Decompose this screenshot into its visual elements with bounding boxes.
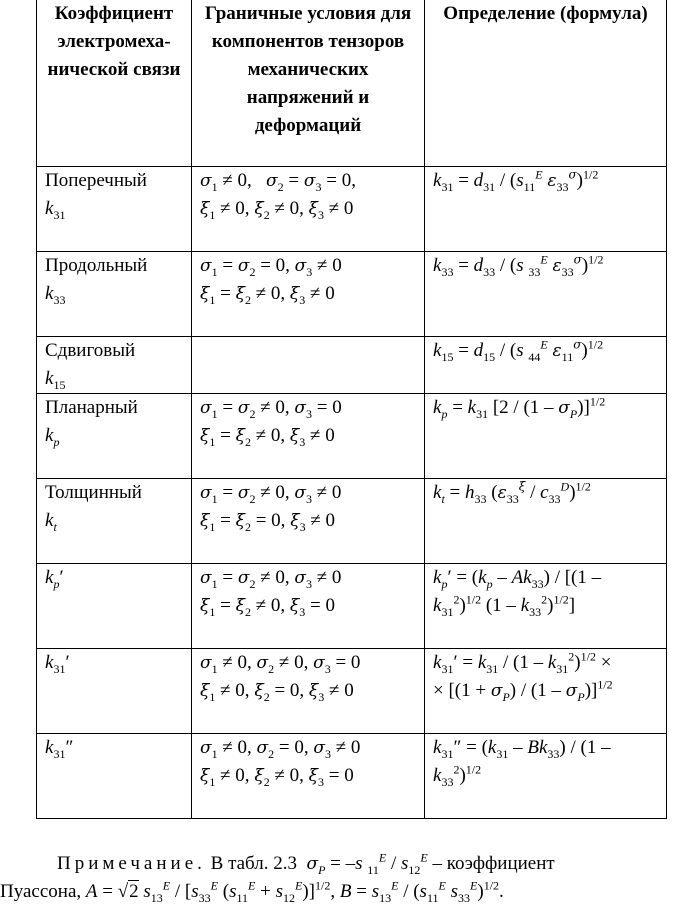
note-text: В табл. 2.3 xyxy=(210,853,297,874)
table-header-row xyxy=(37,0,667,166)
note-text: – коэффициент xyxy=(432,853,555,874)
table-row xyxy=(37,251,667,336)
formula-cell: $k_{31} = d_{31} / (s_{11}^E$ $\varepsilon_{33}^\sigma)^{1/2}$ xyxy=(425,166,667,251)
conditions-cell: $\sigma_1 = \sigma_2 \ne 0$, $\sigma_3 \ne 0$ $\xi_1 = \xi_2 = 0$, $\xi_3 \ne 0$ xyxy=(192,478,425,563)
conditions-cell: $\sigma_1 \ne 0$, $\sigma_2 = \sigma_3 = 0$, $\xi_1 \ne 0$, $\xi_2 \ne 0$, $\xi_3 \ne 0$ xyxy=(192,166,425,251)
conditions-cell xyxy=(192,336,425,393)
header-boundary-conditions: Граничные условия для компонентов тензоров механических напряжений и деформаций xyxy=(192,0,425,166)
table-row xyxy=(37,733,667,818)
formula-cell: $k_t = h_{33}$ $(\varepsilon_{33}^\xi / c_{33}^D)^{1/2}$ xyxy=(425,478,667,563)
coefficient-name: Поперечный xyxy=(45,169,147,191)
conditions-cell: $\sigma_1 = \sigma_2 \ne 0$, $\sigma_3 \ne 0$ $\xi_1 = \xi_2 \ne 0$, $\xi_3 = 0$ xyxy=(192,563,425,648)
coefficient-name: Сдвиговый xyxy=(45,339,136,361)
conditions-cell: $\sigma_1 = \sigma_2 \ne 0$, $\sigma_3 = 0$ $\xi_1 = \xi_2 \ne 0$, $\xi_3 \ne 0$ xyxy=(192,393,425,478)
formula-cell: $k_{15} = d_{15} / (s$ $_{44}^E$ $\varepsilon_{11}^\sigma)^{1/2}$ xyxy=(425,336,667,393)
conditions-cell: $\sigma_1 = \sigma_2 = 0$, $\sigma_3 \ne 0$ $\xi_1 = \xi_2 \ne 0$, $\xi_3 \ne 0$ xyxy=(192,251,425,336)
formula-cell: $k_p' = (k_p - Ak_{33}) / [(1$ – $k_{31}^2)^{1/2}$ $(1 - k_{33}^2)^{1/2}$] xyxy=(425,563,667,648)
coefficient-cell: Толщинный $k_t$ xyxy=(37,478,192,563)
table-row xyxy=(37,478,667,563)
formula-cell: $k_{31}' = k_{31} / (1 - k_{31}^2)^{1/2}$ × × $[(1 + \sigma_P) / (1 - \sigma_P)]^{1/2}$ xyxy=(425,648,667,733)
coefficient-cell: Поперечный $k_{31}$ xyxy=(37,166,192,251)
coefficient-name: Толщинный xyxy=(45,481,142,503)
conditions-cell: $\sigma_1 \ne 0$, $\sigma_2 = 0$, $\sigma_3 \ne 0$ $\xi_1 \ne 0$, $\xi_2 \ne 0$, $\xi_3 = 0$ xyxy=(192,733,425,818)
formula-cell: $k_{31}'' = (k_{31} - Bk_{33}) / (1$ – $k_{33}^2)^{1/2}$ xyxy=(425,733,667,818)
table-row xyxy=(37,648,667,733)
table-row xyxy=(37,166,667,251)
coefficient-cell: $k_p'$ xyxy=(37,563,192,648)
formula-cell: $k_p = k_{31}$ $[2 / (1 - \sigma_P)]^{1/2}$ xyxy=(425,393,667,478)
coefficient-name: Продольный xyxy=(45,254,148,276)
note-label: Примечание. xyxy=(57,853,206,874)
table-note: Примечание. В табл. 2.3 $\sigma_P = -s$ $_{11}^E / s_{12}^E$ – коэффициент Пуассона, A = √2 $s_{13}^E / [s_{33}^E$ $(s_{11}^E + s_{12}^E)]^{1/2}$, $B = s_{13}^E / (s_{11}^E$ $s_{33}^E)^{1/2}$. xyxy=(0,850,555,905)
coefficient-cell: Продольный $k_{33}$ xyxy=(37,251,192,336)
coupling-coefficients-table xyxy=(36,0,667,819)
coefficient-cell: Планарный $k_p$ xyxy=(37,393,192,478)
table-row xyxy=(37,393,667,478)
note-text: Пуассона, xyxy=(0,881,82,902)
coefficient-name: Планарный xyxy=(45,396,138,418)
header-coefficient: Коэффициент электромеха-нической связи xyxy=(37,0,192,166)
header-definition: Определение (формула) xyxy=(425,0,667,166)
coefficient-cell: $k_{31}''$ xyxy=(37,733,192,818)
conditions-cell: $\sigma_1 \ne 0$, $\sigma_2 \ne 0$, $\sigma_3 = 0$ $\xi_1 \ne 0$, $\xi_2 = 0$, $\xi_3 \ne 0$ xyxy=(192,648,425,733)
coefficient-cell: Сдвиговый $k_{15}$ xyxy=(37,336,192,393)
table-row xyxy=(37,563,667,648)
formula-cell: $k_{33} = d_{33} / (s$ $_{33}^E$ $\varepsilon_{33}^\sigma)^{1/2}$ xyxy=(425,251,667,336)
coefficient-cell: $k_{31}'$ xyxy=(37,648,192,733)
coefficient-symbol: k xyxy=(45,197,54,219)
table-row xyxy=(37,336,667,393)
